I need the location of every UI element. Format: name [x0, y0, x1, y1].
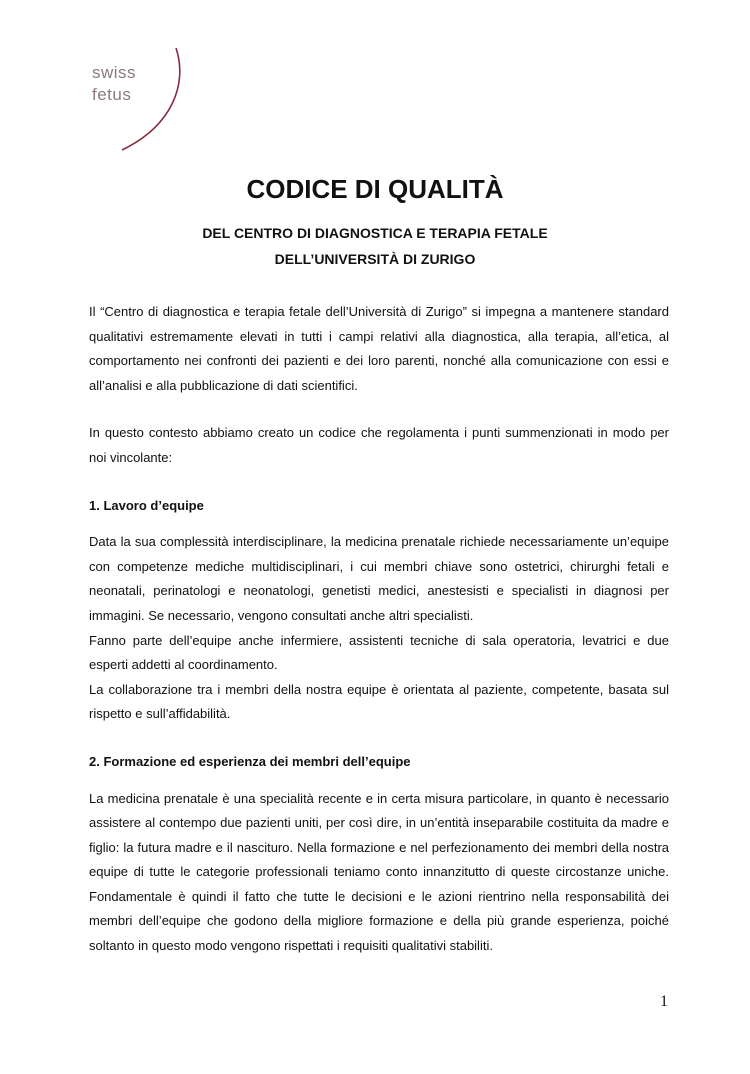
document-title: CODICE DI QUALITÀ	[246, 174, 504, 204]
intro-paragraph-1: Il “Centro di diagnostica e terapia fetale dell’Università di Zurigo” si impegna a mantenere standard qualitativi estremamente elevati in tutti i campi relativi alla diagnostica, alla terapia, all’etica, al comportamento nei confronti dei pazienti e dei loro parenti, nonché alla comunicazione con essi e all’analisi e alla pubblicazione di dati scientifici.	[89, 304, 669, 393]
section-1-paragraph-2: Fanno parte dell’equipe anche infermiere, assistenti tecniche di sala operatoria, levatrici e due esperti addetti al coordinamento.	[89, 632, 669, 673]
section-1-paragraph-3: La collaborazione tra i membri della nostra equipe è orientata al paziente, competente, basata sul rispetto e sull’affidabilità.	[89, 681, 669, 722]
document-subtitle-line2: DELL’UNIVERSITÀ DI ZURIGO	[274, 251, 476, 267]
section-2-paragraph-1: La medicina prenatale è una specialità recente e in certa misura particolare, in quanto è necessario assistere al contempo due pazienti uniti, per così dire, in un’entità inseparabile costituita da madre e figlio: la futura madre e il nascituro. Nella formazione e nel perfezionamento dei membri della nostra equipe di tutte le categorie professionali teniamo conto innanzitutto di queste circostanze uniche. Fondamentale è quindi il fatto che tutte le decisioni e le azioni rientrino nella responsabilità dei membri dell’equipe che godono della migliore formazione e della più grande esperienza, poiché soltanto in questo modo vengono rispettati i requisiti qualitativi stabiliti.	[89, 790, 669, 954]
document-subtitle-line1: DEL CENTRO DI DIAGNOSTICA E TERAPIA FETALE	[202, 225, 548, 241]
page-number: 1	[660, 993, 668, 1010]
section-2-heading: 2. Formazione ed esperienza dei membri dell’equipe	[89, 753, 411, 769]
document-body	[89, 300, 669, 959]
logo-text-swiss: swiss	[92, 63, 137, 82]
section-1-paragraph-1: Data la sua complessità interdisciplinare, la medicina prenatale richiede necessariamente un’equipe con competenze mediche multidisciplinari, i cui membri chiave sono ostetrici, chirurghi fetali e neonatali, perinatologi e neonatologi, genetisti medici, anestesisti e specialisti in diagnosi per immagini. Se necessario, vengono consultati anche altri specialisti.	[89, 534, 669, 623]
section-1-heading: 1. Lavoro d’equipe	[89, 497, 204, 513]
intro-paragraph-2: In questo contesto abbiamo creato un codice che regolamenta i punti summenzionati in modo per noi vincolante:	[89, 425, 669, 465]
logo-text-fetus: fetus	[92, 85, 132, 104]
